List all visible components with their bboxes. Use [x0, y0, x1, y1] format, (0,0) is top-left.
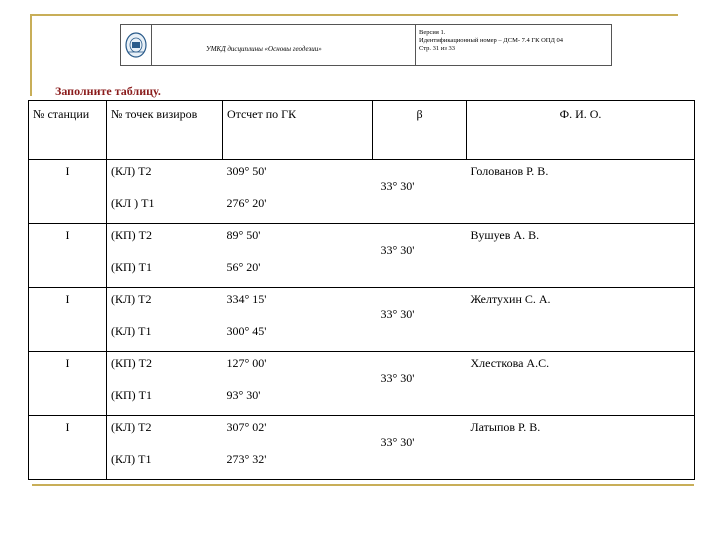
beta-cell [373, 352, 467, 384]
station-cell: I [29, 352, 107, 384]
table-row [29, 160, 695, 192]
beta-value: 33° 30' [380, 371, 415, 385]
beta-value: 33° 30' [380, 179, 415, 193]
top-reading-cell: 127° 00' [223, 352, 373, 384]
top-point-cell: (КП) Т2 [107, 352, 223, 384]
top-point-cell: (КП) Т2 [107, 224, 223, 256]
table-row [29, 416, 695, 448]
name-cell: Вушуев А. В. [467, 224, 695, 256]
table-row [29, 384, 695, 416]
top-reading-cell: 309° 50' [223, 160, 373, 192]
table-row [29, 256, 695, 288]
beta-cell [373, 160, 467, 192]
bottom-reading-cell: 56° 20' [226, 259, 261, 274]
beta-value: 33° 30' [380, 307, 415, 321]
bottom-point-cell: (КЛ ) Т1 [111, 195, 155, 210]
table-row [29, 448, 695, 480]
observation-table [28, 100, 695, 480]
bottom-reading-cell: 276° 20' [226, 195, 267, 210]
table-row [29, 192, 695, 224]
table-row [29, 320, 695, 352]
page-number-text: Стр. 31 из 33 [419, 45, 455, 52]
bottom-point-cell: (КЛ) Т1 [107, 448, 223, 480]
bottom-point-cell: (КП) Т1 [111, 387, 152, 402]
bottom-reading-cell: 300° 45' [226, 323, 267, 338]
logo-cell [121, 25, 152, 65]
version-text: Версия 1. [419, 29, 446, 36]
station-cell: I [29, 416, 107, 448]
beta-value: 33° 30' [380, 435, 415, 449]
university-emblem-icon [124, 30, 148, 60]
beta-cell [373, 416, 467, 448]
station-cell: I [29, 224, 107, 256]
bottom-reading-cell: 273° 32' [223, 448, 373, 480]
name-cell: Латыпов Р. В. [467, 416, 695, 448]
table-row [29, 352, 695, 384]
column-header-points: № точек визиров [107, 101, 223, 160]
bottom-point-cell: (КЛ) Т1 [111, 323, 152, 338]
table-row [29, 224, 695, 256]
top-reading-cell: 89° 50' [223, 224, 373, 256]
table-header-row [29, 101, 695, 160]
top-point-cell: (КЛ) Т2 [107, 288, 223, 320]
column-header-beta: β [373, 101, 467, 160]
beta-value: 33° 30' [380, 243, 415, 257]
decorative-left-line [30, 14, 32, 96]
bottom-reading-cell: 93° 30' [226, 387, 261, 402]
station-cell: I [29, 288, 107, 320]
top-reading-cell: 307° 02' [223, 416, 373, 448]
top-reading-cell: 334° 15' [223, 288, 373, 320]
name-cell: Желтухин С. А. [467, 288, 695, 320]
name-cell: Хлесткова А.С. [467, 352, 695, 384]
beta-cell [373, 288, 467, 320]
column-header-station: № станции [29, 101, 107, 160]
column-header-name: Ф. И. О. [467, 101, 695, 160]
decorative-top-line [30, 14, 678, 16]
bottom-point-cell: (КП) Т1 [111, 259, 152, 274]
beta-cell [373, 224, 467, 256]
name-cell: Голованов Р. В. [467, 160, 695, 192]
discipline-title: УМКД дисциплины «Основы геодезии» [152, 25, 416, 65]
table-row [29, 288, 695, 320]
station-cell: I [29, 160, 107, 192]
decorative-bottom-line [32, 484, 694, 486]
document-header [120, 24, 612, 66]
top-point-cell: (КЛ) Т2 [107, 416, 223, 448]
id-number-text: Идентификационный номер – ДСМ- 7.4 ГК ОПД 04 [419, 37, 564, 44]
document-info [416, 25, 611, 65]
column-header-reading: Отсчет по ГК [223, 101, 373, 160]
top-point-cell: (КЛ) Т2 [107, 160, 223, 192]
instruction-text: Заполните таблицу. [55, 84, 161, 98]
